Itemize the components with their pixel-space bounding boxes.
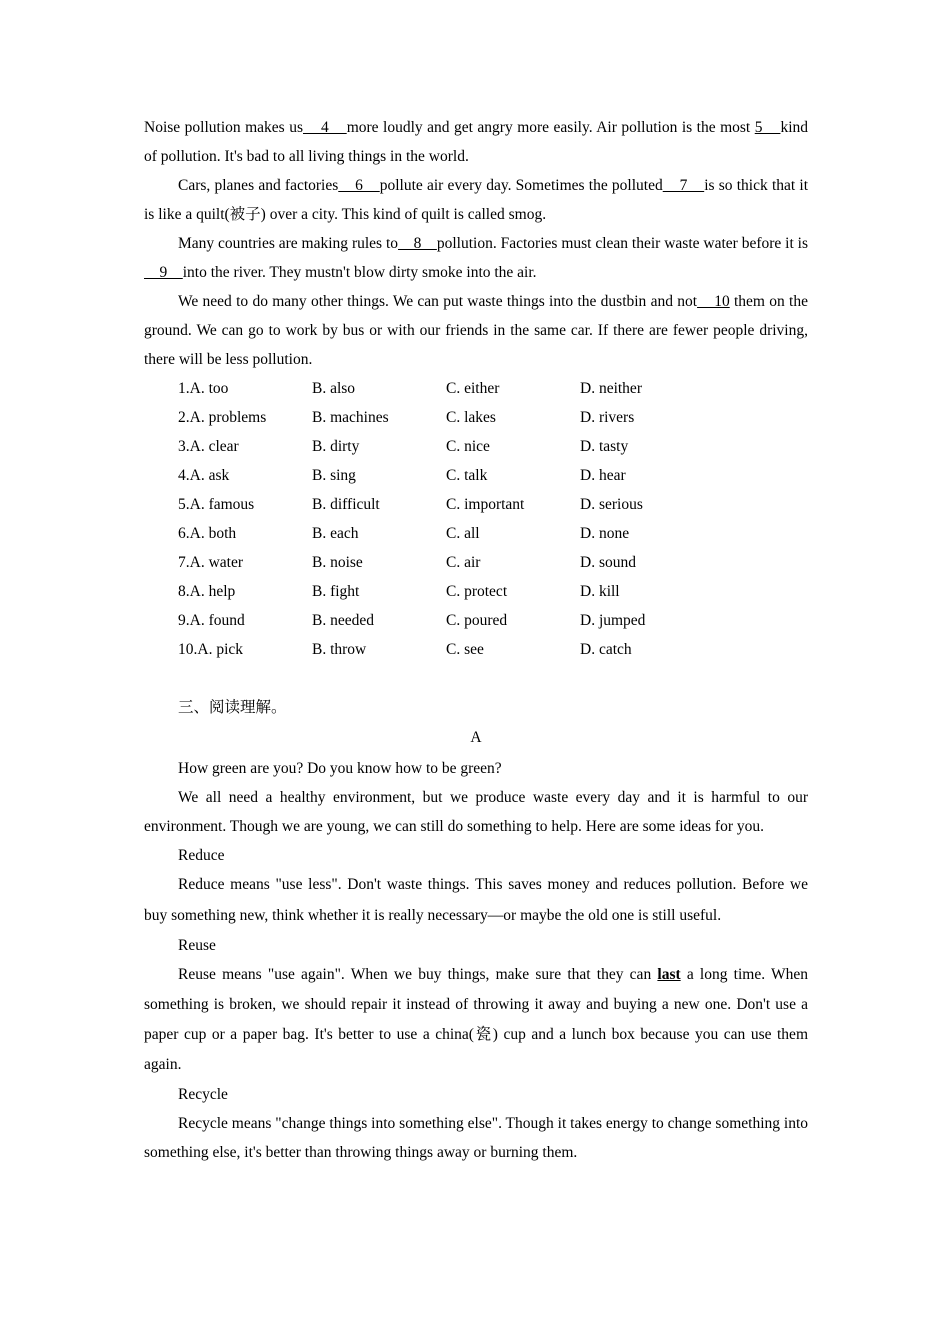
option-a: 8.A. help [178,583,236,600]
option-b: B. machines [312,409,389,426]
option-d: D. jumped [580,612,646,629]
option-c: C. either [446,380,500,397]
option-d: D. none [580,525,630,542]
recycle-heading: Recycle [178,1086,228,1103]
paragraph-other-things [144,287,808,374]
option-row [144,548,808,577]
blank-10: 10 [697,293,730,310]
option-a: 6.A. both [178,525,237,542]
text: a long time. When something is broken, we should repair it instead of throwing it away and buying a new one. Don't use a paper cup or a paper bag. It's better to use a china(瓷) cup and a lunch box because you can use them again. [144,966,808,1073]
text: Many countries are making rules to [178,235,399,252]
text: more loudly and get angry more easily. Air pollution is the most [346,119,755,136]
option-row [144,403,808,432]
text: Cars, planes and factories [178,177,339,194]
text: Noise pollution makes us [144,119,303,136]
option-d: D. rivers [580,409,635,426]
option-b: B. sing [312,467,356,484]
option-c: C. all [446,525,480,542]
option-row [144,606,808,635]
option-b: B. needed [312,612,374,629]
option-row [144,490,808,519]
option-c: C. poured [446,612,508,629]
option-d: D. neither [580,380,642,397]
option-c: C. air [446,554,481,571]
text: into the river. They mustn't blow dirty smoke into the air. [182,264,537,281]
option-c: C. talk [446,467,488,484]
option-d: D. catch [580,641,632,658]
paragraph-rules [144,229,808,287]
options-list [144,374,808,664]
text: pollute air every day. Sometimes the polluted [379,177,663,194]
option-row [144,374,808,403]
option-a: 4.A. ask [178,467,230,484]
text: pollution. Factories must clean their waste water before it is [436,235,809,252]
blank-6: 6 [338,177,380,194]
reuse-heading: Reuse [178,937,216,954]
option-d: D. serious [580,496,643,513]
option-d: D. hear [580,467,626,484]
text: them on the ground. We can go to work by bus or with our friends in the same car. If there are fewer people driving, there will be less pollution. [144,293,808,368]
blank-7: 7 [662,177,705,194]
option-b: B. each [312,525,359,542]
reading-intro: How green are you? Do you know how to be green? [178,760,502,777]
recycle-paragraph: Recycle means "change things into something else". Though it takes energy to change something into something else, it's better than throwing things away or burning them. [144,1115,808,1161]
key-word-last: last [657,966,681,983]
option-row [144,461,808,490]
option-b: B. difficult [312,496,380,513]
option-row [144,577,808,606]
paragraph-air [144,171,808,229]
reuse-paragraph [144,960,808,1080]
option-a: 1.A. too [178,380,229,397]
reduce-heading: Reduce [178,847,225,864]
section-title: 三、阅读理解。 [178,699,287,716]
blank-4: 4 [303,119,347,136]
option-b: B. fight [312,583,360,600]
option-b: B. throw [312,641,367,658]
option-a: 3.A. clear [178,438,239,455]
blank-9: 9 [144,264,183,281]
option-row [144,635,808,664]
blank-8: 8 [398,235,437,252]
option-c: C. nice [446,438,490,455]
text: kind of pollution. It's bad to all living things in the world. [144,119,809,165]
option-c: C. protect [446,583,508,600]
option-d: D. sound [580,554,636,571]
document-page [144,113,808,1167]
option-b: B. noise [312,554,363,571]
option-a: 2.A. problems [178,409,267,426]
option-row [144,519,808,548]
option-b: B. dirty [312,438,360,455]
blank-5: 5 [754,119,781,136]
text: Reuse means "use again". When we buy things, make sure that they can [178,966,658,983]
text: is so thick that it is like a quilt(被子) over a city. This kind of quilt is called smog. [144,177,809,223]
option-d: D. kill [580,583,620,600]
paragraph-noise [144,113,808,171]
option-a: 9.A. found [178,612,245,629]
option-c: C. important [446,496,525,513]
option-a: 10.A. pick [178,641,244,658]
option-c: C. lakes [446,409,496,426]
option-d: D. tasty [580,438,629,455]
reading-paragraph-1: We all need a healthy environment, but we produce waste every day and it is harmful to our environment. Though we are young, we can still do something to help. Here are some ideas for you. [144,789,808,835]
text: We need to do many other things. We can put waste things into the dustbin and not [178,293,698,310]
passage-letter: A [470,729,482,746]
option-a: 5.A. famous [178,496,255,513]
option-row [144,432,808,461]
reduce-paragraph: Reduce means "use less". Don't waste things. This saves money and reduces pollution. Before we buy something new, think whether it is really necessary—or maybe the old one is still useful. [144,876,808,924]
option-c: C. see [446,641,484,658]
option-a: 7.A. water [178,554,243,571]
option-b: B. also [312,380,356,397]
